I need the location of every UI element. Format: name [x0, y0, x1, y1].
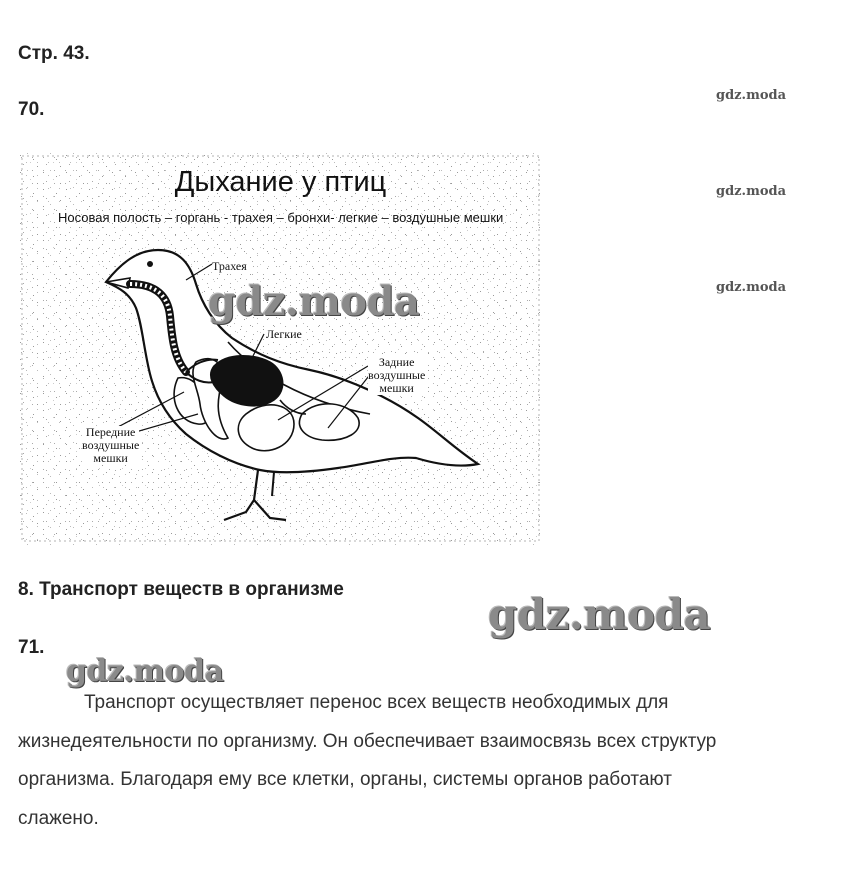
section-heading: 8. Транспорт веществ в организме	[18, 579, 344, 600]
paragraph-line: организма. Благодаря ему все клетки, органы, системы органов работают	[18, 769, 672, 790]
label-trachea: Трахея	[212, 259, 247, 273]
label-rear-air-sacs: Задние воздушные мешки	[368, 355, 426, 395]
task-70-number: 70.	[18, 99, 45, 120]
bird-respiration-figure	[18, 152, 543, 545]
watermark: gdz.moda	[488, 590, 711, 639]
watermark: gdz.moda	[716, 184, 787, 199]
figure-title: Дыхание у птиц	[174, 166, 387, 198]
watermark: gdz.moda	[208, 278, 420, 325]
label-front-air-sacs: Передние воздушные мешки	[82, 425, 140, 465]
watermark: gdz.moda	[66, 654, 224, 689]
bird-eye	[147, 261, 153, 267]
task-71-number: 71.	[18, 637, 45, 658]
answer-71-paragraph	[18, 684, 838, 838]
paragraph-line: слажено.	[18, 807, 99, 829]
label-lungs: Легкие	[266, 327, 302, 341]
watermark: gdz.moda	[716, 88, 787, 103]
page-number-heading: Стр. 43.	[18, 43, 90, 64]
paragraph-line: жизнедеятельности по организму. Он обеспечивает взаимосвязь всех структур	[18, 730, 717, 752]
paragraph-line: Транспорт осуществляет перенос всех веществ необходимых для	[84, 692, 669, 713]
rear-air-sac	[299, 404, 359, 440]
watermark: gdz.moda	[716, 280, 787, 295]
figure-subtitle: Носовая полость – горгань - трахея – бронхи- легкие – воздушные мешки	[58, 210, 504, 225]
